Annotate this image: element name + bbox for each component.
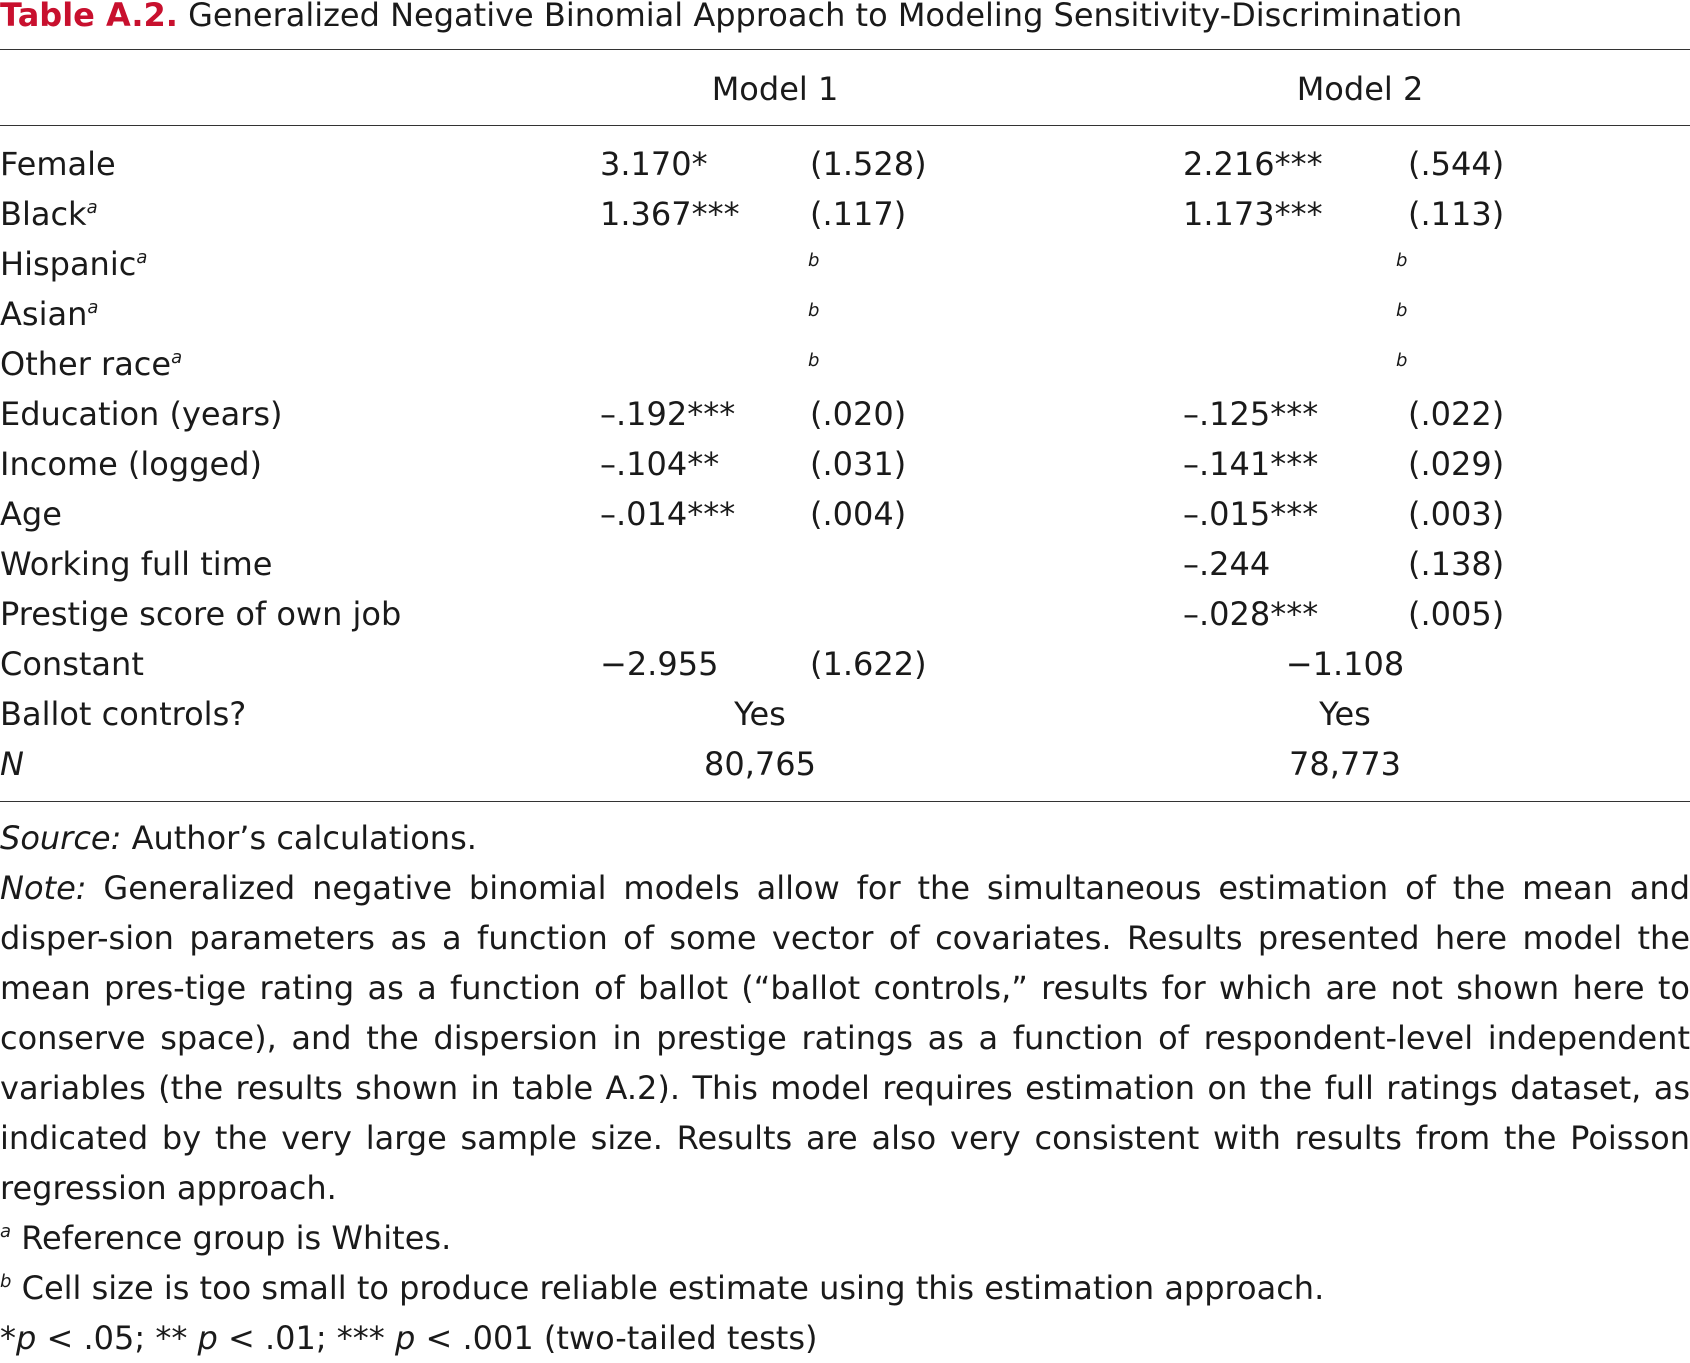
column-header-model-2: Model 2 — [1296, 70, 1424, 108]
sig-p1-rest: < .05; ** — [36, 1319, 198, 1357]
table-notes — [0, 813, 1690, 1363]
row-label-text: Constant — [0, 645, 144, 683]
model-1-standard-error: (.117) — [810, 195, 907, 233]
row-label-text: N — [0, 745, 24, 783]
note-text: Generalized negative binomial models allow for the simultaneous estimation of the mean and disper-sion parameters as a function of some vector of covariates. Results presented here model the mean pres-tige rating as a function of ballot (“ballot controls,” results for which are not shown here to conserve space), and the dispersion in prestige ratings as a function of respondent-level independent variables (the results shown in table A.2). This model requires estimation on the full ratings dataset, as indicated by the very large sample size. Results are also very consistent with results from the Poisson regression approach. — [0, 869, 1690, 1207]
model-1-value: 80,765 — [704, 745, 816, 783]
footnote-b-mark: b — [0, 1271, 12, 1292]
model-2-coefficient: 2.216*** — [1183, 145, 1323, 183]
sig-star: * — [0, 1319, 16, 1357]
model-2-standard-error: (.138) — [1408, 545, 1505, 583]
row-label-text: Other race — [0, 345, 172, 383]
row-label — [0, 589, 401, 639]
model-2-coefficient: –.028*** — [1183, 595, 1319, 633]
model-1-coefficient: 3.170* — [600, 145, 708, 183]
model-2-coefficient: –.141*** — [1183, 445, 1319, 483]
row-label-text: Asian — [0, 295, 88, 333]
model-2-coefficient: –.015*** — [1183, 495, 1319, 533]
row-label — [0, 439, 262, 489]
model-1-standard-error: (1.622) — [810, 645, 927, 683]
row-label — [0, 139, 116, 189]
model-1-coefficient: –.192*** — [600, 395, 736, 433]
model-1-standard-error: (.020) — [810, 395, 907, 433]
row-label — [0, 289, 98, 339]
model-1-footnote-mark: b — [808, 350, 820, 371]
model-2-standard-error: (.113) — [1408, 195, 1505, 233]
model-1-coefficient: 1.367*** — [600, 195, 740, 233]
note-label: Note: — [0, 869, 87, 907]
row-label — [0, 689, 246, 739]
model-2-footnote-mark: b — [1396, 350, 1408, 371]
header-rule — [0, 125, 1690, 126]
row-label-text: Prestige score of own job — [0, 595, 402, 633]
footnote-a-text: Reference group is Whites. — [11, 1219, 452, 1257]
model-2-standard-error: (.022) — [1408, 395, 1505, 433]
row-label — [0, 189, 98, 239]
row-label-text: Ballot controls? — [0, 695, 247, 733]
model-1-standard-error: (.031) — [810, 445, 907, 483]
source-note — [0, 813, 1690, 863]
model-2-coefficient: –.125*** — [1183, 395, 1319, 433]
table-label: Table A.2. — [0, 0, 178, 34]
model-1-footnote-mark: b — [808, 250, 820, 271]
model-2-standard-error: (.005) — [1408, 595, 1505, 633]
significance-note — [0, 1313, 1690, 1363]
model-2-footnote-mark: b — [1396, 250, 1408, 271]
model-2-value: 78,773 — [1289, 745, 1401, 783]
table-title-text: Generalized Negative Binomial Approach to Modeling Sensitivity-Discrimination — [188, 0, 1463, 34]
model-1-coefficient: −2.955 — [600, 645, 719, 683]
model-1-value: Yes — [734, 695, 786, 733]
footnote-a-mark: a — [0, 1221, 12, 1242]
sig-p1: p — [16, 1319, 37, 1357]
model-2-value: Yes — [1319, 695, 1371, 733]
sig-p3: p — [394, 1319, 416, 1357]
row-label — [0, 389, 283, 439]
row-label-text: Black — [0, 195, 87, 233]
sig-p2-rest: < .01; *** — [217, 1319, 395, 1357]
sig-p2: p — [197, 1319, 218, 1357]
model-2-standard-error: (.029) — [1408, 445, 1505, 483]
row-label-text: Income (logged) — [0, 445, 262, 483]
model-2-value: −1.108 — [1285, 645, 1405, 683]
row-label-superscript: a — [87, 297, 99, 318]
row-label-text: Education (years) — [0, 395, 283, 433]
row-label — [0, 339, 182, 389]
row-label-superscript: a — [171, 347, 183, 368]
row-label — [0, 489, 62, 539]
footnote-a — [0, 1213, 1690, 1263]
row-label — [0, 539, 272, 589]
row-label-text: Working full time — [0, 545, 273, 583]
top-rule — [0, 49, 1690, 50]
row-label-text: Hispanic — [0, 245, 137, 283]
note-paragraph — [0, 863, 1690, 1213]
sig-p3-rest: < .001 (two-tailed tests) — [415, 1319, 818, 1357]
row-label-superscript: a — [136, 247, 148, 268]
model-2-footnote-mark: b — [1396, 300, 1408, 321]
row-label — [0, 239, 147, 289]
model-1-standard-error: (.004) — [810, 495, 907, 533]
footnote-b-text: Cell size is too small to produce reliable estimate using this estimation approach. — [11, 1269, 1325, 1307]
model-1-standard-error: (1.528) — [810, 145, 927, 183]
row-label-superscript: a — [86, 197, 98, 218]
bottom-rule — [0, 801, 1690, 802]
row-label-text: Female — [0, 145, 116, 183]
model-1-coefficient: –.014*** — [600, 495, 736, 533]
column-header-model-1: Model 1 — [711, 70, 839, 108]
model-2-coefficient: 1.173*** — [1183, 195, 1323, 233]
model-2-coefficient: –.244 — [1183, 545, 1271, 583]
source-text: Author’s calculations. — [121, 819, 477, 857]
table-title — [0, 0, 1462, 38]
model-2-standard-error: (.003) — [1408, 495, 1505, 533]
source-label: Source: — [0, 819, 122, 857]
row-label-text: Age — [0, 495, 62, 533]
row-label — [0, 739, 24, 789]
model-2-standard-error: (.544) — [1408, 145, 1505, 183]
row-label — [0, 639, 144, 689]
model-1-coefficient: –.104** — [600, 445, 720, 483]
footnote-b — [0, 1263, 1690, 1313]
model-1-footnote-mark: b — [808, 300, 820, 321]
